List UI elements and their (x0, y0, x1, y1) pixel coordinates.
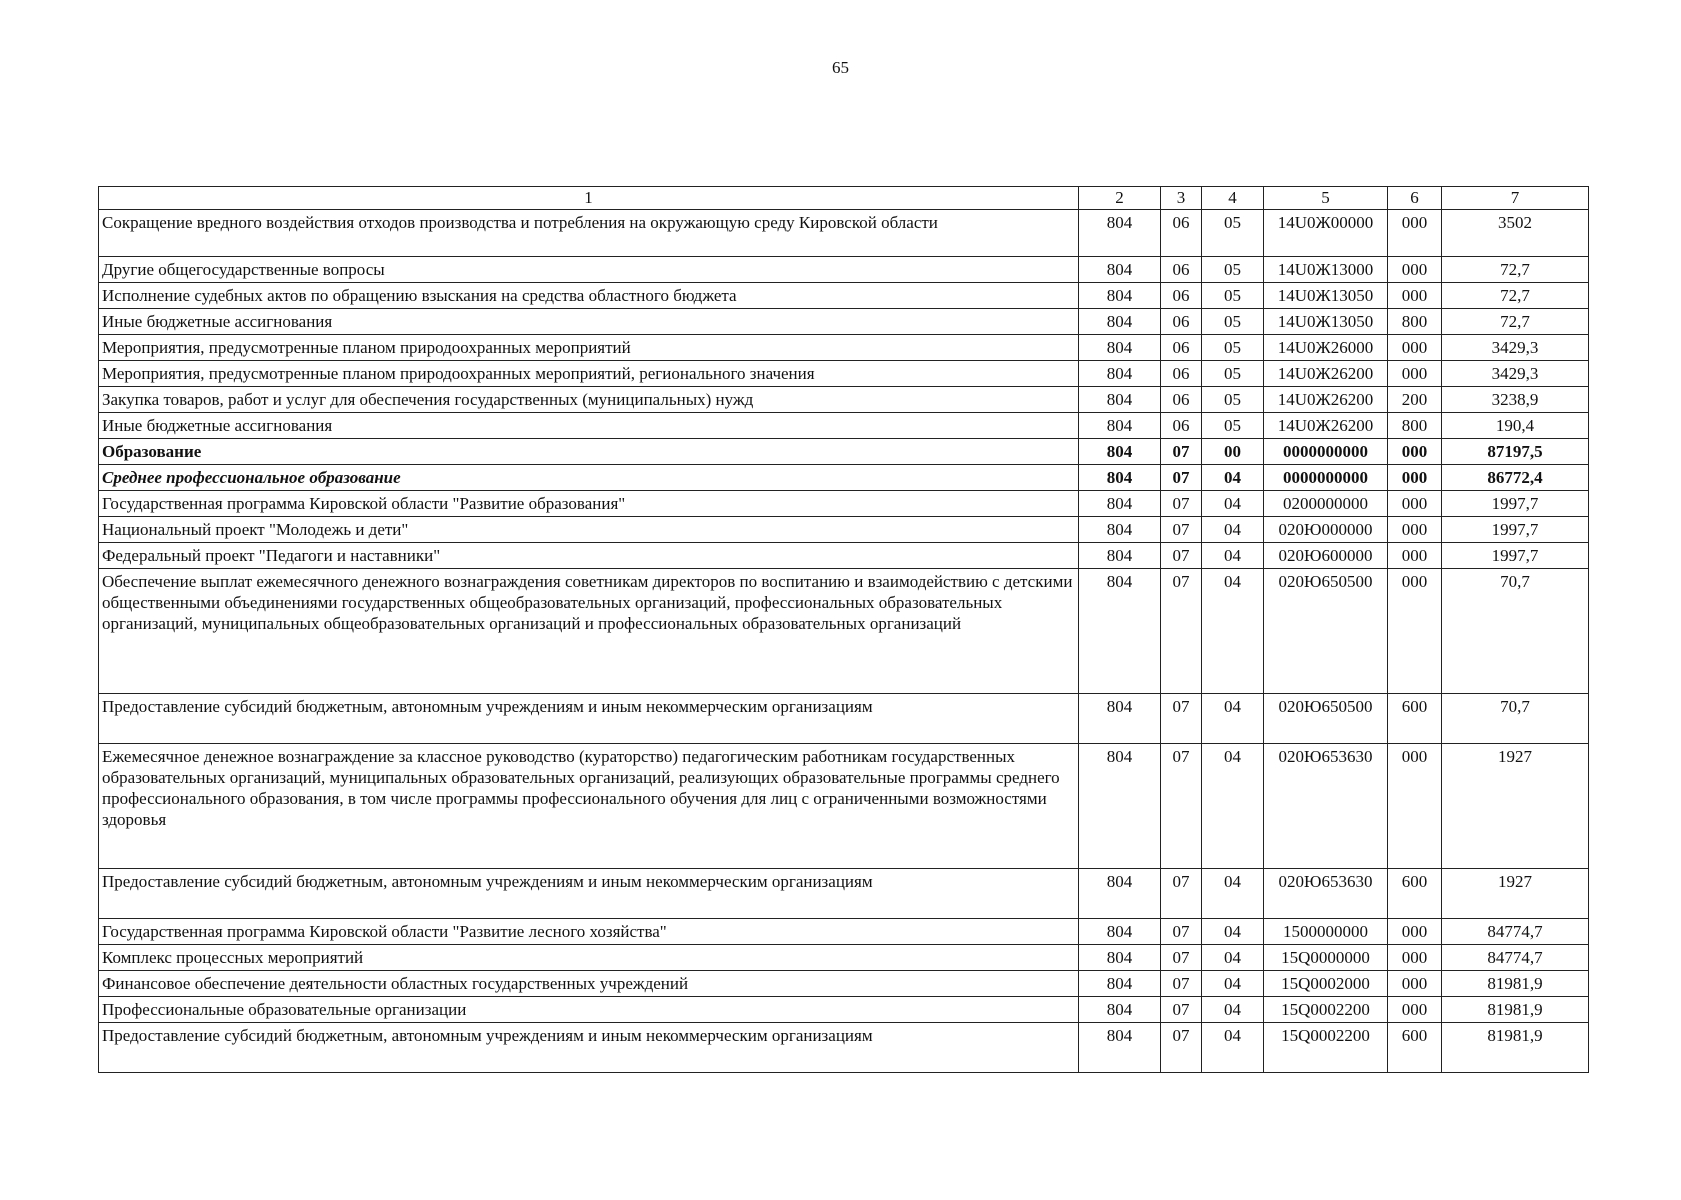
cell-subsection: 04 (1202, 517, 1264, 543)
cell-amount: 87197,5 (1442, 439, 1589, 465)
cell-subsection: 05 (1202, 361, 1264, 387)
cell-amount: 1997,7 (1442, 517, 1589, 543)
cell-target-article: 14U0Ж13050 (1264, 309, 1388, 335)
cell-expense-type: 000 (1388, 257, 1442, 283)
cell-expense-type: 000 (1388, 465, 1442, 491)
row-name: Среднее профессиональное образование (99, 465, 1079, 491)
cell-amount: 81981,9 (1442, 1023, 1589, 1073)
cell-expense-type: 800 (1388, 413, 1442, 439)
cell-amount: 72,7 (1442, 309, 1589, 335)
cell-subsection: 04 (1202, 744, 1264, 869)
cell-amount: 3238,9 (1442, 387, 1589, 413)
row-name: Предоставление субсидий бюджетным, автономным учреждениям и иным некоммерческим организациям (99, 869, 1079, 919)
cell-amount: 86772,4 (1442, 465, 1589, 491)
cell-target-article: 14U0Ж13050 (1264, 283, 1388, 309)
cell-ministry: 804 (1079, 869, 1161, 919)
table-row (99, 919, 1589, 945)
row-name: Государственная программа Кировской области "Развитие образования" (99, 491, 1079, 517)
cell-target-article: 14U0Ж00000 (1264, 210, 1388, 257)
table-row (99, 869, 1589, 919)
cell-subsection: 04 (1202, 491, 1264, 517)
cell-subsection: 04 (1202, 869, 1264, 919)
cell-ministry: 804 (1079, 361, 1161, 387)
cell-subsection: 04 (1202, 971, 1264, 997)
cell-expense-type: 000 (1388, 283, 1442, 309)
cell-amount: 1997,7 (1442, 543, 1589, 569)
cell-section: 06 (1161, 283, 1202, 309)
cell-target-article: 14U0Ж13000 (1264, 257, 1388, 283)
cell-ministry: 804 (1079, 413, 1161, 439)
budget-table (98, 186, 1589, 1073)
cell-ministry: 804 (1079, 744, 1161, 869)
cell-section: 07 (1161, 491, 1202, 517)
cell-amount: 70,7 (1442, 569, 1589, 694)
cell-section: 06 (1161, 257, 1202, 283)
table-row (99, 257, 1589, 283)
cell-subsection: 05 (1202, 335, 1264, 361)
cell-amount: 70,7 (1442, 694, 1589, 744)
cell-target-article: 0000000000 (1264, 465, 1388, 491)
table-row (99, 543, 1589, 569)
row-name: Ежемесячное денежное вознаграждение за классное руководство (кураторство) педагогическим работникам государственных образовательных организаций, муниципальных образовательных организаций, реализующих образовательные программы среднего профессионального образования, в том числе программы профессионального обучения для лиц с ограниченными возможностями здоровья (99, 744, 1079, 869)
cell-target-article: 15Q0000000 (1264, 945, 1388, 971)
table-row (99, 413, 1589, 439)
cell-subsection: 04 (1202, 569, 1264, 694)
cell-section: 07 (1161, 1023, 1202, 1073)
table-row (99, 694, 1589, 744)
cell-ministry: 804 (1079, 387, 1161, 413)
cell-target-article: 020Ю653630 (1264, 744, 1388, 869)
cell-expense-type: 000 (1388, 361, 1442, 387)
page-number: 65 (832, 58, 849, 77)
row-name: Исполнение судебных актов по обращению взыскания на средства областного бюджета (99, 283, 1079, 309)
table-row (99, 335, 1589, 361)
cell-subsection: 04 (1202, 945, 1264, 971)
cell-section: 07 (1161, 465, 1202, 491)
row-name: Предоставление субсидий бюджетным, автономным учреждениям и иным некоммерческим организациям (99, 1023, 1079, 1073)
cell-section: 07 (1161, 945, 1202, 971)
cell-expense-type: 000 (1388, 569, 1442, 694)
cell-section: 07 (1161, 869, 1202, 919)
row-name: Сокращение вредного воздействия отходов производства и потребления на окружающую среду Кировской области (99, 210, 1079, 257)
cell-target-article: 020Ю000000 (1264, 517, 1388, 543)
cell-subsection: 04 (1202, 919, 1264, 945)
cell-subsection: 04 (1202, 997, 1264, 1023)
cell-subsection: 05 (1202, 210, 1264, 257)
cell-target-article: 15Q0002200 (1264, 997, 1388, 1023)
table-row (99, 309, 1589, 335)
cell-amount: 1927 (1442, 869, 1589, 919)
cell-ministry: 804 (1079, 997, 1161, 1023)
cell-amount: 72,7 (1442, 257, 1589, 283)
row-name: Предоставление субсидий бюджетным, автономным учреждениям и иным некоммерческим организациям (99, 694, 1079, 744)
row-name: Национальный проект "Молодежь и дети" (99, 517, 1079, 543)
column-header: 1 (99, 187, 1079, 210)
cell-target-article: 15Q0002000 (1264, 971, 1388, 997)
table-row (99, 210, 1589, 257)
cell-expense-type: 600 (1388, 694, 1442, 744)
cell-section: 06 (1161, 413, 1202, 439)
table-row (99, 971, 1589, 997)
cell-ministry: 804 (1079, 919, 1161, 945)
cell-ministry: 804 (1079, 971, 1161, 997)
row-name: Мероприятия, предусмотренные планом природоохранных мероприятий, регионального значения (99, 361, 1079, 387)
column-header: 5 (1264, 187, 1388, 210)
cell-target-article: 020Ю650500 (1264, 569, 1388, 694)
table-row (99, 465, 1589, 491)
cell-ministry: 804 (1079, 694, 1161, 744)
cell-target-article: 0200000000 (1264, 491, 1388, 517)
table-header-row (99, 187, 1589, 210)
cell-target-article: 020Ю650500 (1264, 694, 1388, 744)
column-header: 3 (1161, 187, 1202, 210)
cell-subsection: 04 (1202, 543, 1264, 569)
cell-section: 07 (1161, 971, 1202, 997)
cell-target-article: 14U0Ж26000 (1264, 335, 1388, 361)
cell-subsection: 04 (1202, 465, 1264, 491)
row-name: Образование (99, 439, 1079, 465)
cell-ministry: 804 (1079, 309, 1161, 335)
cell-ministry: 804 (1079, 945, 1161, 971)
cell-amount: 72,7 (1442, 283, 1589, 309)
row-name: Иные бюджетные ассигнования (99, 413, 1079, 439)
row-name: Федеральный проект "Педагоги и наставники" (99, 543, 1079, 569)
row-name: Финансовое обеспечение деятельности областных государственных учреждений (99, 971, 1079, 997)
cell-subsection: 05 (1202, 283, 1264, 309)
cell-amount: 1927 (1442, 744, 1589, 869)
cell-subsection: 05 (1202, 257, 1264, 283)
cell-section: 07 (1161, 543, 1202, 569)
cell-subsection: 00 (1202, 439, 1264, 465)
row-name: Мероприятия, предусмотренные планом природоохранных мероприятий (99, 335, 1079, 361)
cell-amount: 3502 (1442, 210, 1589, 257)
cell-expense-type: 000 (1388, 439, 1442, 465)
row-name: Закупка товаров, работ и услуг для обеспечения государственных (муниципальных) нужд (99, 387, 1079, 413)
cell-expense-type: 600 (1388, 1023, 1442, 1073)
cell-target-article: 14U0Ж26200 (1264, 413, 1388, 439)
column-header: 6 (1388, 187, 1442, 210)
cell-ministry: 804 (1079, 210, 1161, 257)
cell-amount: 3429,3 (1442, 335, 1589, 361)
cell-amount: 84774,7 (1442, 919, 1589, 945)
cell-expense-type: 000 (1388, 971, 1442, 997)
cell-subsection: 05 (1202, 309, 1264, 335)
cell-expense-type: 000 (1388, 517, 1442, 543)
table-row (99, 744, 1589, 869)
table-row (99, 945, 1589, 971)
cell-expense-type: 800 (1388, 309, 1442, 335)
table-row (99, 491, 1589, 517)
table-row (99, 1023, 1589, 1073)
cell-section: 07 (1161, 744, 1202, 869)
cell-subsection: 04 (1202, 1023, 1264, 1073)
row-name: Иные бюджетные ассигнования (99, 309, 1079, 335)
cell-ministry: 804 (1079, 491, 1161, 517)
column-header: 2 (1079, 187, 1161, 210)
cell-section: 06 (1161, 361, 1202, 387)
row-name: Государственная программа Кировской области "Развитие лесного хозяйства" (99, 919, 1079, 945)
cell-amount: 84774,7 (1442, 945, 1589, 971)
cell-expense-type: 000 (1388, 210, 1442, 257)
column-header: 4 (1202, 187, 1264, 210)
cell-expense-type: 000 (1388, 744, 1442, 869)
cell-ministry: 804 (1079, 543, 1161, 569)
table-row (99, 361, 1589, 387)
row-name: Профессиональные образовательные организации (99, 997, 1079, 1023)
cell-ministry: 804 (1079, 335, 1161, 361)
cell-expense-type: 000 (1388, 945, 1442, 971)
column-header: 7 (1442, 187, 1589, 210)
table-row (99, 517, 1589, 543)
cell-expense-type: 000 (1388, 491, 1442, 517)
table-row (99, 283, 1589, 309)
cell-expense-type: 000 (1388, 919, 1442, 945)
cell-section: 07 (1161, 694, 1202, 744)
row-name: Другие общегосударственные вопросы (99, 257, 1079, 283)
cell-ministry: 804 (1079, 1023, 1161, 1073)
cell-amount: 3429,3 (1442, 361, 1589, 387)
row-name: Обеспечение выплат ежемесячного денежного вознаграждения советникам директоров по воспитанию и взаимодействию с детскими общественными объединениями государственных общеобразовательных организаций, профессиональных образовательных организаций, муниципальных общеобразовательных организаций и профессиональных образовательных организаций (99, 569, 1079, 694)
cell-ministry: 804 (1079, 283, 1161, 309)
cell-target-article: 14U0Ж26200 (1264, 387, 1388, 413)
cell-target-article: 15Q0002200 (1264, 1023, 1388, 1073)
cell-section: 07 (1161, 569, 1202, 694)
cell-section: 06 (1161, 309, 1202, 335)
cell-section: 07 (1161, 439, 1202, 465)
cell-ministry: 804 (1079, 569, 1161, 694)
cell-expense-type: 200 (1388, 387, 1442, 413)
cell-target-article: 0000000000 (1264, 439, 1388, 465)
cell-ministry: 804 (1079, 465, 1161, 491)
cell-expense-type: 000 (1388, 335, 1442, 361)
cell-target-article: 020Ю653630 (1264, 869, 1388, 919)
cell-expense-type: 000 (1388, 543, 1442, 569)
cell-ministry: 804 (1079, 517, 1161, 543)
cell-target-article: 020Ю600000 (1264, 543, 1388, 569)
cell-subsection: 04 (1202, 694, 1264, 744)
cell-amount: 81981,9 (1442, 997, 1589, 1023)
cell-amount: 1997,7 (1442, 491, 1589, 517)
cell-expense-type: 000 (1388, 997, 1442, 1023)
cell-section: 07 (1161, 919, 1202, 945)
table-row (99, 569, 1589, 694)
table-row (99, 997, 1589, 1023)
table-row (99, 387, 1589, 413)
table-row (99, 439, 1589, 465)
cell-section: 06 (1161, 387, 1202, 413)
cell-ministry: 804 (1079, 439, 1161, 465)
cell-amount: 190,4 (1442, 413, 1589, 439)
cell-section: 07 (1161, 517, 1202, 543)
row-name: Комплекс процессных мероприятий (99, 945, 1079, 971)
cell-section: 06 (1161, 210, 1202, 257)
cell-target-article: 14U0Ж26200 (1264, 361, 1388, 387)
cell-amount: 81981,9 (1442, 971, 1589, 997)
cell-section: 06 (1161, 335, 1202, 361)
cell-expense-type: 600 (1388, 869, 1442, 919)
cell-ministry: 804 (1079, 257, 1161, 283)
cell-subsection: 05 (1202, 413, 1264, 439)
cell-target-article: 1500000000 (1264, 919, 1388, 945)
cell-section: 07 (1161, 997, 1202, 1023)
cell-subsection: 05 (1202, 387, 1264, 413)
